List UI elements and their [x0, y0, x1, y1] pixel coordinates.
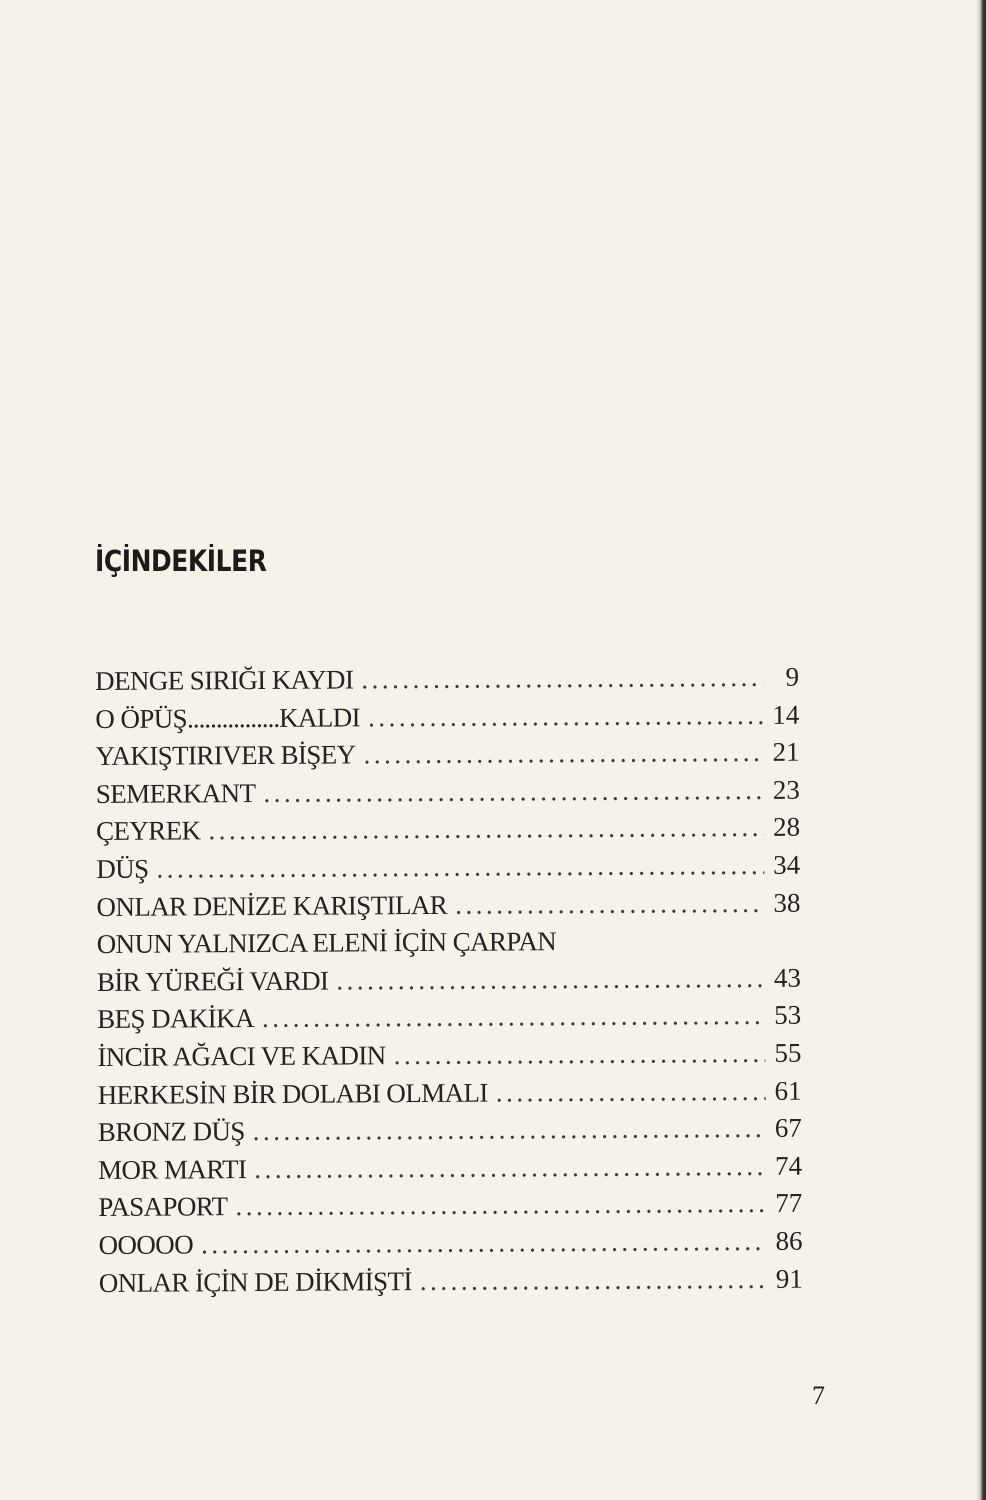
toc-entry-title: YAKIŞTIRIVER BİŞEY [95, 739, 356, 772]
toc-entry-title: BEŞ DAKİKA [97, 1003, 255, 1035]
dot-leader [208, 809, 764, 850]
toc-entry-page: 21 [772, 736, 800, 768]
toc-entry-page: 9 [785, 661, 800, 692]
toc-entry-page: 91 [775, 1263, 803, 1294]
toc-entry-title: PASAPORT [98, 1191, 228, 1223]
toc-entry-page: 14 [772, 699, 800, 730]
toc-entry-title: SEMERKANT [95, 777, 256, 809]
toc-entry-page: 55 [774, 1037, 802, 1068]
toc-entry [97, 959, 801, 1001]
toc-entry-title: İNCİR AĞACI VE KADIN [97, 1040, 386, 1072]
toc-entry-first-line [97, 922, 801, 964]
toc-entry-page: 43 [773, 962, 802, 993]
toc-entry-title: BRONZ DÜŞ [97, 1116, 245, 1148]
dot-leader [235, 1185, 766, 1226]
toc-entry [98, 1072, 802, 1114]
toc-entry-title-part: O ÖPÜŞ [95, 703, 188, 734]
toc-entry [99, 1260, 803, 1302]
toc-entry [96, 771, 800, 813]
toc-entry-title: ONLAR DENİZE KARIŞTILAR [96, 889, 448, 922]
toc-entry-title: BİR YÜREĞİ VARDI [96, 965, 329, 997]
table-of-contents [95, 659, 803, 1302]
toc-entry-page: 28 [772, 812, 801, 843]
toc-entry-page: 77 [775, 1188, 803, 1219]
toc-entry [95, 734, 799, 776]
toc-entry-page: 34 [773, 849, 801, 880]
toc-entry-title: HERKESİN BİR DOLABI OLMALI [97, 1077, 488, 1110]
toc-entry [96, 809, 800, 851]
toc-entry-page: 53 [774, 1000, 802, 1031]
toc-entry [96, 847, 800, 889]
toc-entry-title-part: KALDI [278, 701, 361, 733]
dot-leader [156, 847, 764, 888]
toc-entry [95, 696, 799, 738]
dot-leader [368, 697, 764, 737]
toc-entry [95, 659, 799, 701]
dot-leader [336, 960, 765, 1000]
page-number: 7 [812, 1381, 825, 1410]
dot-leader [394, 1035, 766, 1075]
toc-entry [98, 1110, 802, 1152]
page-edge-shadow [977, 0, 986, 1500]
dot-leader [262, 997, 765, 1038]
dot-leader [263, 772, 764, 813]
toc-entry [98, 1223, 802, 1265]
toc-entry-page: 38 [773, 887, 801, 918]
toc-entry [97, 997, 801, 1039]
toc-entry-page: 67 [774, 1112, 802, 1143]
toc-entry [96, 884, 800, 926]
toc-heading: İÇİNDEKİLER [95, 544, 267, 578]
toc-entry-title: ÇEYREK [95, 815, 201, 847]
toc-entry-title [95, 699, 360, 738]
dot-leader [201, 1223, 767, 1264]
toc-entry-title-dots: ................ [186, 702, 280, 734]
toc-entry-title: MOR MARTI [98, 1153, 247, 1185]
toc-entry [97, 1035, 801, 1077]
dot-leader [455, 884, 765, 923]
dot-leader [361, 659, 763, 699]
toc-entry-page: 23 [772, 774, 800, 805]
toc-entry-title: ONUN YALNIZCA ELENİ İÇİN ÇARPAN [96, 926, 557, 960]
dot-leader [363, 734, 763, 774]
dot-leader [420, 1260, 767, 1300]
toc-entry-page: 61 [774, 1075, 802, 1106]
toc-entry [98, 1185, 802, 1227]
toc-entry-title: DENGE SIRIĞI KAYDI [95, 664, 354, 696]
toc-entry-page: 86 [775, 1225, 803, 1256]
dot-leader [254, 1148, 766, 1189]
toc-entry-title: DÜŞ [96, 853, 149, 884]
toc-entry [98, 1147, 802, 1189]
dot-leader [496, 1072, 766, 1111]
toc-entry-title: ONLAR İÇİN DE DİKMİŞTİ [98, 1265, 412, 1298]
toc-entry-page: 74 [774, 1150, 803, 1181]
dot-leader [253, 1110, 766, 1151]
toc-entry-title: OOOOO [98, 1229, 194, 1260]
